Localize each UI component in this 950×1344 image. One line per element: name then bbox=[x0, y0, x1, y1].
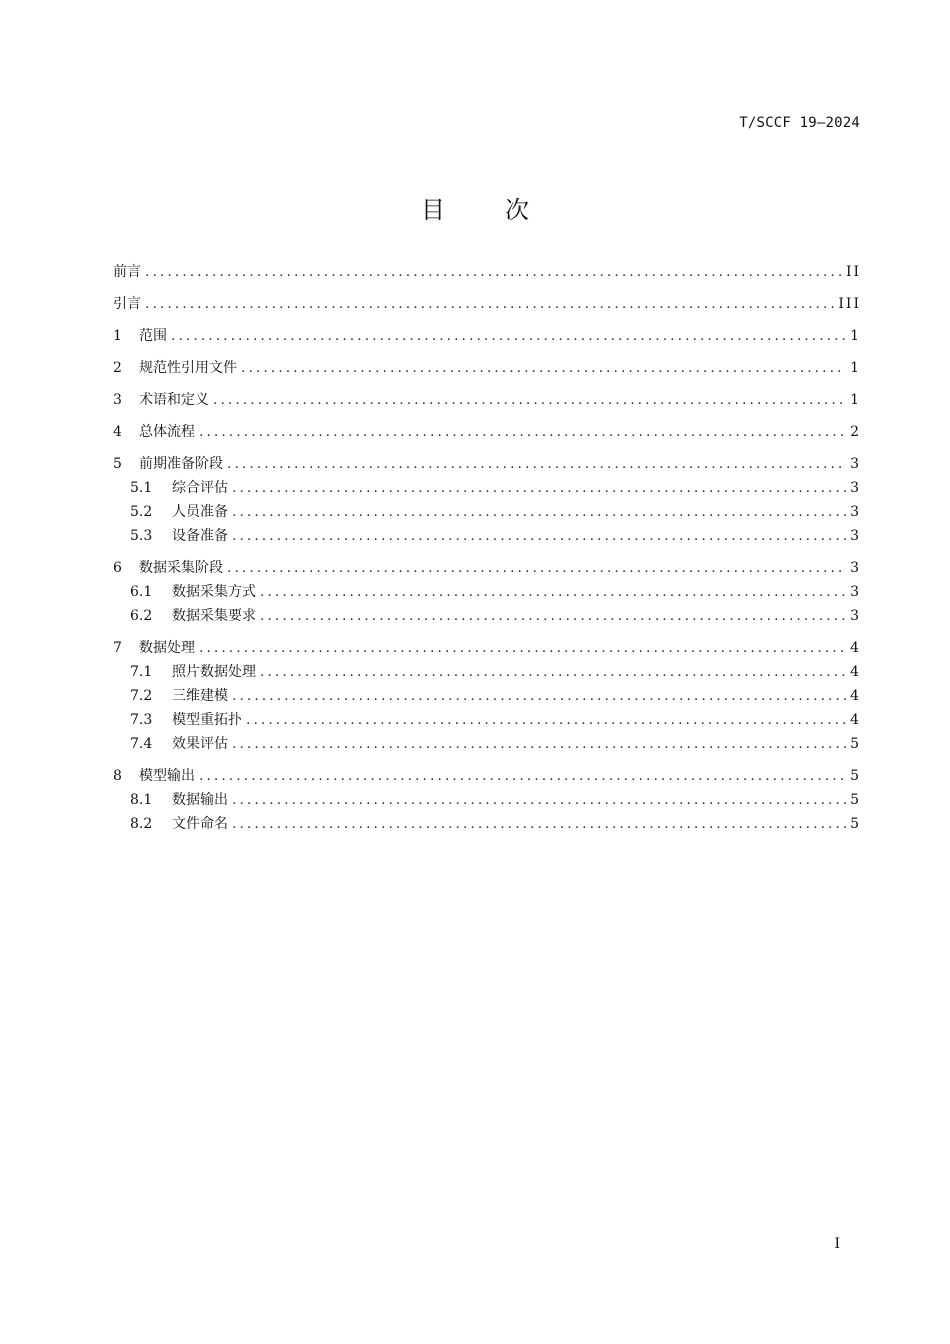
toc-entry-page: 3 bbox=[850, 480, 861, 496]
toc-entry[interactable] bbox=[113, 294, 859, 314]
toc-entry-page: 3 bbox=[850, 528, 861, 544]
toc-entry-page: II bbox=[845, 264, 861, 280]
toc-entry[interactable] bbox=[113, 502, 859, 522]
toc-leader-dots bbox=[227, 454, 846, 474]
toc-entry[interactable] bbox=[113, 662, 859, 682]
toc-entry-label: 总体流程 bbox=[139, 424, 195, 440]
toc-entry[interactable] bbox=[113, 390, 859, 410]
toc-entry-label: 综合评估 bbox=[172, 480, 228, 496]
toc-entry-number: 3 bbox=[113, 392, 122, 408]
toc-leader-dots bbox=[145, 262, 842, 282]
toc-leader-dots bbox=[232, 526, 846, 546]
toc-entry-label: 效果评估 bbox=[172, 736, 228, 752]
toc-entry-number: 7 bbox=[113, 640, 122, 656]
toc-entry[interactable] bbox=[113, 478, 859, 498]
toc-entry[interactable] bbox=[113, 262, 859, 282]
toc-leader-dots bbox=[232, 790, 846, 810]
toc-entry-number: 4 bbox=[113, 424, 122, 440]
toc-entry-label: 数据采集阶段 bbox=[139, 560, 223, 576]
toc-entry[interactable] bbox=[113, 606, 859, 626]
toc-entry-label: 前期准备阶段 bbox=[139, 456, 223, 472]
document-code: T/SCCF 19—2024 bbox=[739, 115, 860, 131]
toc-entry[interactable] bbox=[113, 814, 859, 834]
toc-entry[interactable] bbox=[113, 766, 859, 786]
toc-leader-dots bbox=[145, 294, 834, 314]
toc-leader-dots bbox=[260, 662, 846, 682]
toc-leader-dots bbox=[232, 814, 846, 834]
toc-leader-dots bbox=[171, 326, 846, 346]
toc-entry[interactable] bbox=[113, 638, 859, 658]
toc-entry-label: 模型重拓扑 bbox=[172, 712, 242, 728]
toc-entry[interactable] bbox=[113, 326, 859, 346]
toc-entry-label: 前言 bbox=[113, 264, 141, 280]
page-title: 目次 bbox=[421, 196, 589, 224]
toc-entry-number: 7.1 bbox=[130, 664, 153, 680]
toc-entry-page: III bbox=[838, 296, 861, 312]
toc-leader-dots bbox=[232, 478, 846, 498]
toc-entry[interactable] bbox=[113, 582, 859, 602]
toc-entry-page: 1 bbox=[850, 392, 861, 408]
toc-entry-page: 3 bbox=[850, 504, 861, 520]
toc-entry-page: 3 bbox=[850, 608, 861, 624]
toc-entry-page: 2 bbox=[850, 424, 861, 440]
toc-entry[interactable] bbox=[113, 422, 859, 442]
toc-entry-page: 1 bbox=[850, 360, 861, 376]
toc-entry-page: 5 bbox=[850, 816, 861, 832]
toc-entry-page: 4 bbox=[850, 664, 861, 680]
toc-leader-dots bbox=[232, 686, 846, 706]
toc-entry[interactable] bbox=[113, 454, 859, 474]
toc-entry-number: 5.3 bbox=[130, 528, 153, 544]
toc-entry-page: 4 bbox=[850, 712, 861, 728]
toc-entry-number: 6 bbox=[113, 560, 122, 576]
toc-entry-number: 8 bbox=[113, 768, 122, 784]
toc-entry-label: 模型输出 bbox=[139, 768, 195, 784]
toc-entry-number: 8.1 bbox=[130, 792, 153, 808]
toc-leader-dots bbox=[227, 558, 846, 578]
toc-entry[interactable] bbox=[113, 526, 859, 546]
toc-entry-label: 数据输出 bbox=[172, 792, 228, 808]
toc-entry-label: 术语和定义 bbox=[139, 392, 209, 408]
toc-entry-page: 5 bbox=[850, 768, 861, 784]
toc-entry-label: 文件命名 bbox=[172, 816, 228, 832]
toc-leader-dots bbox=[213, 390, 846, 410]
toc-entry-page: 5 bbox=[850, 792, 861, 808]
toc-entry-page: 4 bbox=[850, 688, 861, 704]
toc-entry[interactable] bbox=[113, 558, 859, 578]
toc-entry-page: 3 bbox=[850, 584, 861, 600]
toc-entry-label: 人员准备 bbox=[172, 504, 228, 520]
toc-entry-number: 7.4 bbox=[130, 736, 153, 752]
toc-entry[interactable] bbox=[113, 734, 859, 754]
toc-entry-label: 规范性引用文件 bbox=[139, 360, 237, 376]
toc-leader-dots bbox=[199, 422, 846, 442]
toc-entry-page: 3 bbox=[850, 456, 861, 472]
toc-entry-label: 数据采集方式 bbox=[172, 584, 256, 600]
toc-entry-number: 8.2 bbox=[130, 816, 153, 832]
toc-leader-dots bbox=[232, 502, 846, 522]
toc-entry-number: 6.1 bbox=[130, 584, 153, 600]
toc-entry-label: 设备准备 bbox=[172, 528, 228, 544]
toc-entry-number: 5.1 bbox=[130, 480, 153, 496]
toc-leader-dots bbox=[199, 638, 846, 658]
toc-leader-dots bbox=[199, 766, 846, 786]
toc-entry-label: 范围 bbox=[139, 328, 167, 344]
toc-entry-label: 三维建模 bbox=[172, 688, 228, 704]
toc-entry-number: 1 bbox=[113, 328, 122, 344]
toc-entry-label: 数据采集要求 bbox=[172, 608, 256, 624]
toc-leader-dots bbox=[246, 710, 846, 730]
toc-entry-number: 7.2 bbox=[130, 688, 153, 704]
toc-entry[interactable] bbox=[113, 686, 859, 706]
toc-entry-page: 1 bbox=[850, 328, 861, 344]
toc-entry-label: 照片数据处理 bbox=[172, 664, 256, 680]
table-of-contents bbox=[113, 262, 859, 834]
toc-entry[interactable] bbox=[113, 790, 859, 810]
toc-leader-dots bbox=[260, 582, 846, 602]
toc-leader-dots bbox=[241, 358, 846, 378]
toc-leader-dots bbox=[232, 734, 846, 754]
toc-entry-page: 4 bbox=[850, 640, 861, 656]
toc-entry[interactable] bbox=[113, 358, 859, 378]
toc-entry-label: 数据处理 bbox=[139, 640, 195, 656]
toc-entry-number: 5 bbox=[113, 456, 122, 472]
toc-entry-page: 5 bbox=[850, 736, 861, 752]
toc-entry-number: 6.2 bbox=[130, 608, 153, 624]
toc-entry-page: 3 bbox=[850, 560, 861, 576]
toc-entry-label: 引言 bbox=[113, 296, 141, 312]
toc-leader-dots bbox=[260, 606, 846, 626]
toc-entry-number: 2 bbox=[113, 360, 122, 376]
toc-entry-number: 7.3 bbox=[130, 712, 153, 728]
toc-entry[interactable] bbox=[113, 710, 859, 730]
page-number: I bbox=[834, 1236, 840, 1252]
toc-entry-number: 5.2 bbox=[130, 504, 153, 520]
